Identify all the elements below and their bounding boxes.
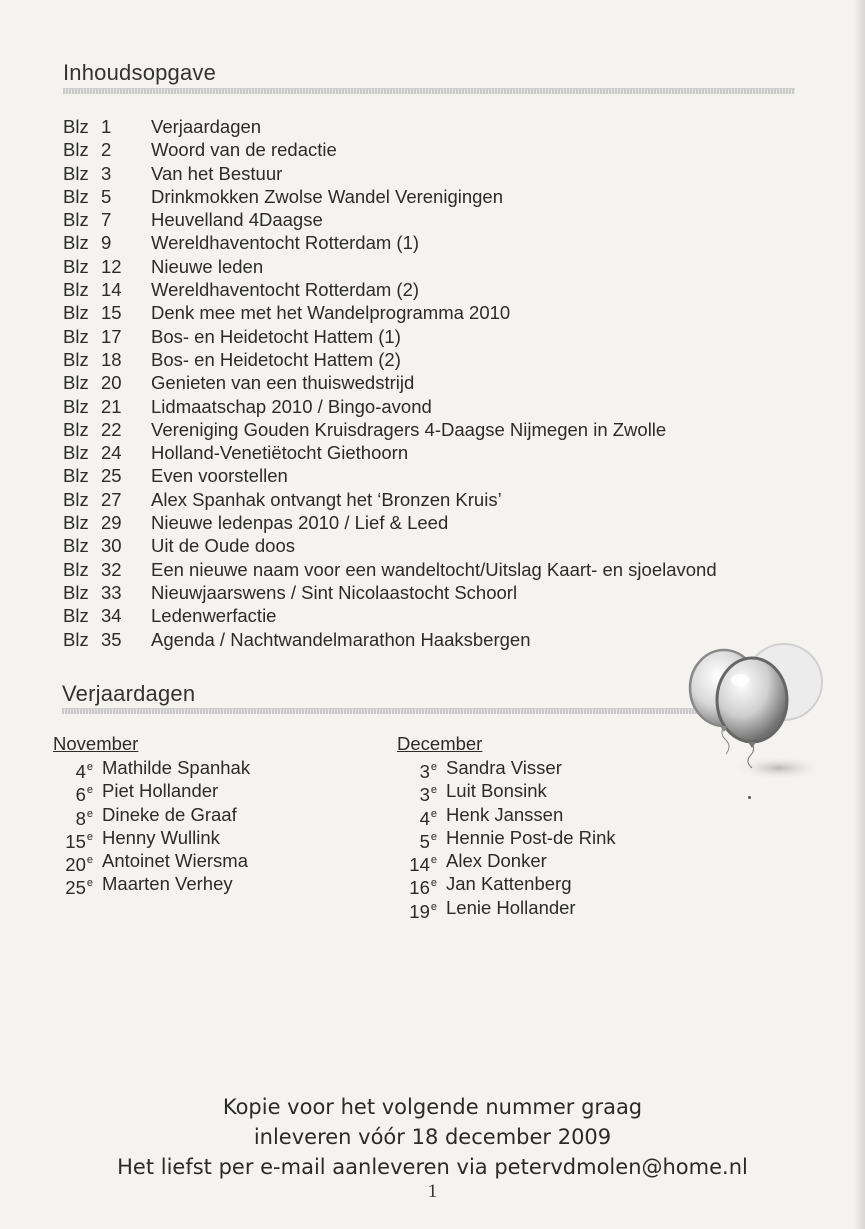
birthday-name: Hennie Post-de Rink [446, 826, 616, 848]
birthday-name: Dineke de Graaf [102, 803, 237, 825]
month-heading: December [397, 733, 483, 754]
notice-line-3: Het liefst per e-mail aanleveren via petervdmolen@home.nl [117, 1155, 748, 1179]
toc-page-number: 29 [101, 512, 122, 534]
toc-page-number: 3 [101, 162, 112, 184]
birthday-name: Mathilde Spanhak [102, 757, 251, 778]
birthdays-heading-rule [62, 708, 702, 714]
toc-blz-label: Blz [63, 209, 89, 231]
birthday-name: Sandra Visser [446, 757, 562, 778]
ordinal-suffix: e [430, 761, 437, 773]
birthday-entry [397, 803, 717, 829]
toc-entry-title: Ledenwerfactie [151, 605, 277, 627]
toc-blz-label: Blz [63, 395, 89, 417]
ordinal-suffix: e [86, 784, 93, 797]
birthday-day-number: 8 [75, 807, 86, 829]
toc-entry-title: Wereldhaventocht Rotterdam (2) [151, 279, 420, 301]
toc-blz-label: Blz [63, 605, 89, 627]
toc-blz-label: Blz [63, 535, 89, 557]
ordinal-suffix: e [430, 807, 437, 820]
toc-page-number: 17 [101, 325, 122, 347]
toc-entry-title: Woord van de redactie [151, 139, 337, 161]
toc-entry-title: Nieuwe ledenpas 2010 / Lief & Leed [151, 512, 449, 534]
toc-blz-label: Blz [63, 302, 89, 324]
toc-page-number: 14 [101, 279, 122, 301]
birthday-day-number: 19 [409, 900, 430, 922]
birthday-entry [53, 872, 353, 899]
toc-page-number: 25 [101, 465, 122, 487]
ordinal-suffix: e [430, 830, 437, 843]
toc-entry-title: Lidmaatschap 2010 / Bingo-avond [151, 395, 432, 417]
toc-entry-title: Denk mee met het Wandelprogramma 2010 [151, 302, 511, 324]
toc-blz-label: Blz [63, 628, 89, 650]
toc-page-number: 21 [101, 395, 122, 417]
toc-blz-label: Blz [63, 325, 89, 347]
toc-entry-title: Heuvelland 4Daagse [151, 209, 323, 231]
ordinal-suffix: e [430, 854, 437, 867]
toc-page-number: 35 [101, 628, 122, 650]
toc-entry-title: Even voorstellen [151, 465, 288, 487]
ordinal-suffix: e [430, 877, 437, 890]
toc-entry-title: Bos- en Heidetocht Hattem (1) [151, 325, 401, 347]
toc-entry-title: Verjaardagen [151, 116, 262, 137]
toc-blz-label: Blz [63, 255, 89, 277]
birthday-name: Alex Donker [446, 850, 547, 872]
toc-entry-title: Genieten van een thuiswedstrijd [151, 372, 415, 394]
toc-page-number: 22 [101, 418, 122, 440]
toc-blz-label: Blz [63, 348, 89, 370]
toc-entry-title: Nieuwe leden [151, 255, 264, 277]
toc-blz-label: Blz [63, 139, 89, 161]
birthday-column-november [53, 732, 353, 899]
toc-blz-label: Blz [63, 512, 89, 534]
toc-entry-title: Wereldhaventocht Rotterdam (1) [151, 232, 420, 254]
toc-blz-label: Blz [63, 372, 89, 394]
toc-blz-label: Blz [63, 232, 89, 254]
toc-entry-title: Een nieuwe naam voor een wandeltocht/Uitslag Kaart- en sjoelavond [151, 558, 717, 580]
birthday-entry [397, 779, 717, 806]
birthday-day-number: 25 [65, 877, 86, 899]
birthday-day-number: 16 [409, 877, 430, 899]
birthday-entry [53, 849, 353, 876]
birthday-entry [53, 826, 353, 852]
toc-page-number: 9 [101, 232, 112, 254]
birthday-entry [397, 826, 717, 852]
birthday-name: Piet Hollander [102, 780, 219, 802]
toc-blz-label: Blz [63, 442, 89, 464]
birthday-day-number: 4 [419, 807, 430, 829]
month-heading: November [53, 733, 139, 754]
toc-page-number: 15 [101, 302, 122, 324]
balloons-icon [684, 640, 829, 790]
toc-blz-label: Blz [63, 558, 89, 580]
toc-entry-title: Nieuwjaarswens / Sint Nicolaastocht Schoorl [151, 581, 518, 603]
toc-entry-title: Uit de Oude doos [151, 535, 295, 557]
toc-entry-title: Alex Spanhak ontvangt het ‘Bronzen Kruis’ [151, 488, 502, 510]
birthday-entry [397, 756, 717, 782]
toc-entry-title: Drinkmokken Zwolse Wandel Verenigingen [151, 185, 504, 207]
ordinal-suffix: e [86, 830, 93, 843]
toc-page-number: 12 [101, 255, 122, 277]
toc-page-number: 7 [101, 209, 112, 231]
toc-page-number: 2 [101, 139, 112, 161]
ordinal-suffix: e [86, 854, 93, 867]
birthday-name: Antoinet Wiersma [102, 850, 248, 872]
toc-page-number: 5 [101, 185, 112, 207]
ordinal-suffix: e [86, 877, 93, 890]
birthday-day-number: 6 [75, 784, 86, 806]
toc-entry-title: Van het Bestuur [151, 162, 283, 184]
toc-page-number: 1 [101, 116, 112, 137]
ordinal-suffix: e [86, 761, 93, 773]
speck [748, 796, 751, 799]
birthday-day-number: 14 [409, 854, 430, 876]
toc-page-number: 18 [101, 348, 122, 370]
toc-blz-label: Blz [63, 581, 89, 603]
notice-line-2: inleveren vóór 18 december 2009 [253, 1125, 612, 1149]
toc-page-number: 27 [101, 488, 122, 510]
toc-blz-label: Blz [63, 418, 89, 440]
birthday-entry [53, 756, 353, 782]
birthday-day-number: 3 [419, 784, 430, 806]
toc-page-number: 20 [101, 372, 122, 394]
submission-notice [0, 1092, 865, 1182]
ordinal-suffix: e [430, 784, 437, 797]
toc-blz-label: Blz [63, 185, 89, 207]
ordinal-suffix: e [430, 900, 437, 913]
page-edge-shadow [853, 0, 865, 1229]
toc-blz-label: Blz [63, 488, 89, 510]
birthday-entry [397, 896, 717, 922]
birthday-day-number: 15 [65, 830, 86, 852]
toc-blz-label: Blz [63, 116, 89, 137]
birthday-entry [53, 779, 353, 806]
birthday-day-number: 3 [419, 761, 430, 782]
toc-page-number: 32 [101, 558, 122, 580]
toc-page-number: 24 [101, 442, 122, 464]
birthday-entry [53, 803, 353, 829]
birthday-name: Lenie Hollander [446, 896, 576, 918]
toc-blz-label: Blz [63, 279, 89, 301]
birthday-day [409, 896, 437, 923]
birthday-name: Maarten Verhey [102, 873, 233, 895]
toc-heading-rule [63, 88, 795, 94]
birthday-name: Luit Bonsink [446, 780, 547, 802]
birthday-day-number: 20 [65, 854, 86, 876]
toc-heading: Inhoudsopgave [63, 60, 217, 85]
toc-entry-title: Vereniging Gouden Kruisdragers 4-Daagse Nijmegen in Zwolle [151, 418, 667, 440]
toc-page-number: 34 [101, 605, 122, 627]
birthday-entry [397, 872, 717, 899]
toc-blz-label: Blz [63, 465, 89, 487]
toc-blz-label: Blz [63, 162, 89, 184]
toc-entry-title: Holland-Venetiëtocht Giethoorn [151, 442, 409, 464]
birthday-name: Henk Janssen [446, 803, 564, 825]
birthday-name: Jan Kattenberg [446, 873, 572, 895]
birthdays-heading: Verjaardagen [62, 681, 196, 706]
birthday-day-number: 5 [419, 830, 430, 852]
birthday-column-december [397, 732, 717, 922]
ordinal-suffix: e [86, 807, 93, 820]
toc-page-number: 30 [101, 535, 122, 557]
page-number: 1 [427, 1181, 438, 1202]
toc-entry-title: Agenda / Nachtwandelmarathon Haaksbergen [151, 628, 531, 650]
birthday-day [65, 872, 93, 899]
toc-page-number: 33 [101, 581, 122, 603]
birthday-day-number: 4 [75, 761, 86, 782]
toc-entry-title: Bos- en Heidetocht Hattem (2) [151, 348, 401, 370]
notice-line-1: Kopie voor het volgende nummer graag [222, 1095, 643, 1119]
birthday-name: Henny Wullink [102, 826, 220, 848]
birthday-entry [397, 849, 717, 876]
